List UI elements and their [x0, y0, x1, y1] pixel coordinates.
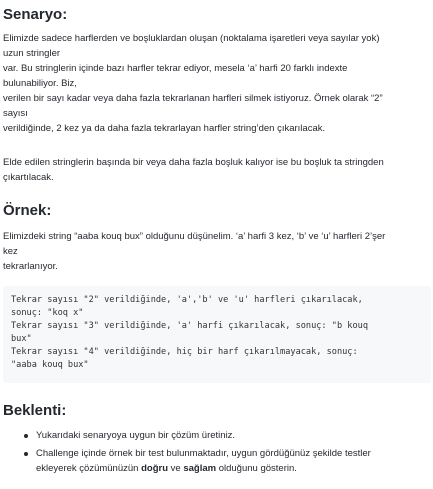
example-heading: Örnek:	[3, 202, 52, 219]
code-line: "aaba kouq bux"	[11, 360, 89, 370]
list-item-text: Yukarıdaki senaryoya uygun bir çözüm üretiniz.	[36, 430, 236, 441]
scenario-paragraph-1	[3, 31, 428, 136]
text-fragment: ekleyerek çözümünüzün	[36, 463, 142, 474]
text-line: Elimizdeki string “aaba kouq bux” olduğunu düşünelim. ‘a’ harfi 3 kez, ‘b’ ve ‘u’ harfleri 2’şer	[3, 231, 386, 242]
text-line: sayısı	[3, 108, 28, 119]
list-item	[3, 428, 428, 443]
text-line: bulunabiliyor. Biz,	[3, 78, 77, 89]
code-line: Tekrar sayısı "2" verildiğinde, 'a','b' ve 'u' harfleri çıkarılacak,	[11, 295, 363, 305]
bold-text: sağlam	[183, 463, 217, 474]
text-line: tekrarlanıyor.	[3, 261, 58, 272]
scenario-heading: Senaryo:	[3, 6, 68, 23]
example-paragraph	[3, 229, 428, 274]
bullet-icon	[24, 452, 28, 456]
code-block	[3, 286, 431, 383]
text-line: Elimizde sadece harflerden ve boşluklardan oluşan (noktalama işaretleri veya sayılar yok)	[3, 33, 380, 44]
text-line: uzun stringler	[3, 48, 61, 59]
code-line: Tekrar sayısı "4" verildiğinde, hiç bir harf çıkarılmayacak, sonuç:	[11, 347, 358, 357]
list-item	[3, 446, 428, 476]
code-line: Tekrar sayısı "3" verildiğinde, 'a' harfi çıkarılacak, sonuç: "b kouq	[11, 321, 368, 331]
bullet-icon	[24, 434, 28, 438]
text-line: çıkartılacak.	[3, 172, 54, 183]
text-line: Elde edilen stringlerin başında bir veya daha fazla boşluk kalıyor ise bu boşluk ta stringden	[3, 157, 384, 168]
text-line: verilen bir sayı kadar veya daha fazla tekrarlanan harfleri silmek istiyoruz. Örnek olarak “2”	[3, 93, 383, 104]
text-fragment: olduğunu gösterin.	[216, 463, 297, 474]
expectation-list	[3, 428, 428, 479]
expectation-heading: Beklenti:	[3, 402, 67, 419]
code-line: bux"	[11, 334, 32, 344]
text-fragment: ve	[168, 463, 184, 474]
list-item-text: Challenge içinde örnek bir test bulunmaktadır, uygun gördüğünüz şekilde testler	[36, 448, 371, 459]
text-line: kez	[3, 246, 18, 257]
scenario-paragraph-2	[3, 155, 428, 185]
list-item-text-line-2	[36, 461, 428, 476]
text-line: var. Bu stringlerin içinde bazı harfler tekrar ediyor, mesela ‘a’ harfi 20 farklı indexte	[3, 63, 348, 74]
text-line: verildiğinde, 2 kez ya da daha fazla tekrarlayan harfler string’den çıkarılacak.	[3, 123, 326, 134]
bold-text: doğru	[141, 463, 169, 474]
code-line: sonuç: "koq x"	[11, 308, 84, 318]
